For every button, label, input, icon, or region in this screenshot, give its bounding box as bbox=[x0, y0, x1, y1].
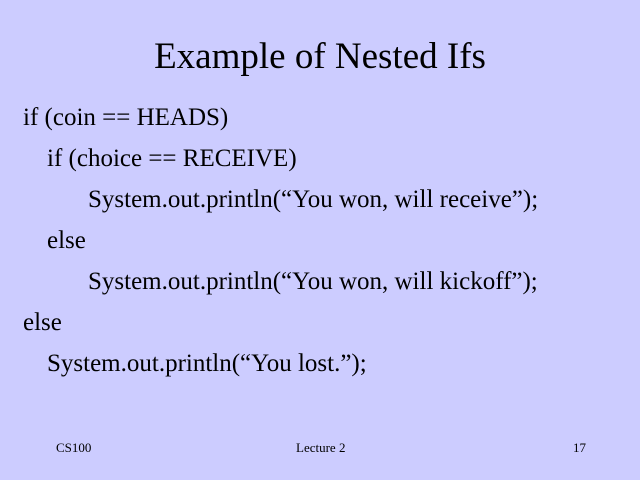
code-line-5: System.out.println(“You won, will kickoff”); bbox=[88, 268, 538, 295]
code-line-2: if (choice == RECEIVE) bbox=[47, 145, 297, 172]
code-line-7: System.out.println(“You lost.”); bbox=[47, 350, 367, 377]
footer-page-number: 17 bbox=[573, 440, 586, 455]
code-line-6: else bbox=[23, 309, 62, 336]
footer-lecture: Lecture 2 bbox=[296, 440, 346, 455]
code-line-1: if (coin == HEADS) bbox=[23, 104, 229, 131]
footer-course: CS100 bbox=[56, 440, 92, 455]
code-line-4: else bbox=[47, 227, 86, 254]
code-line-3: System.out.println(“You won, will receive”); bbox=[88, 186, 539, 213]
slide-title: Example of Nested Ifs bbox=[154, 36, 486, 77]
